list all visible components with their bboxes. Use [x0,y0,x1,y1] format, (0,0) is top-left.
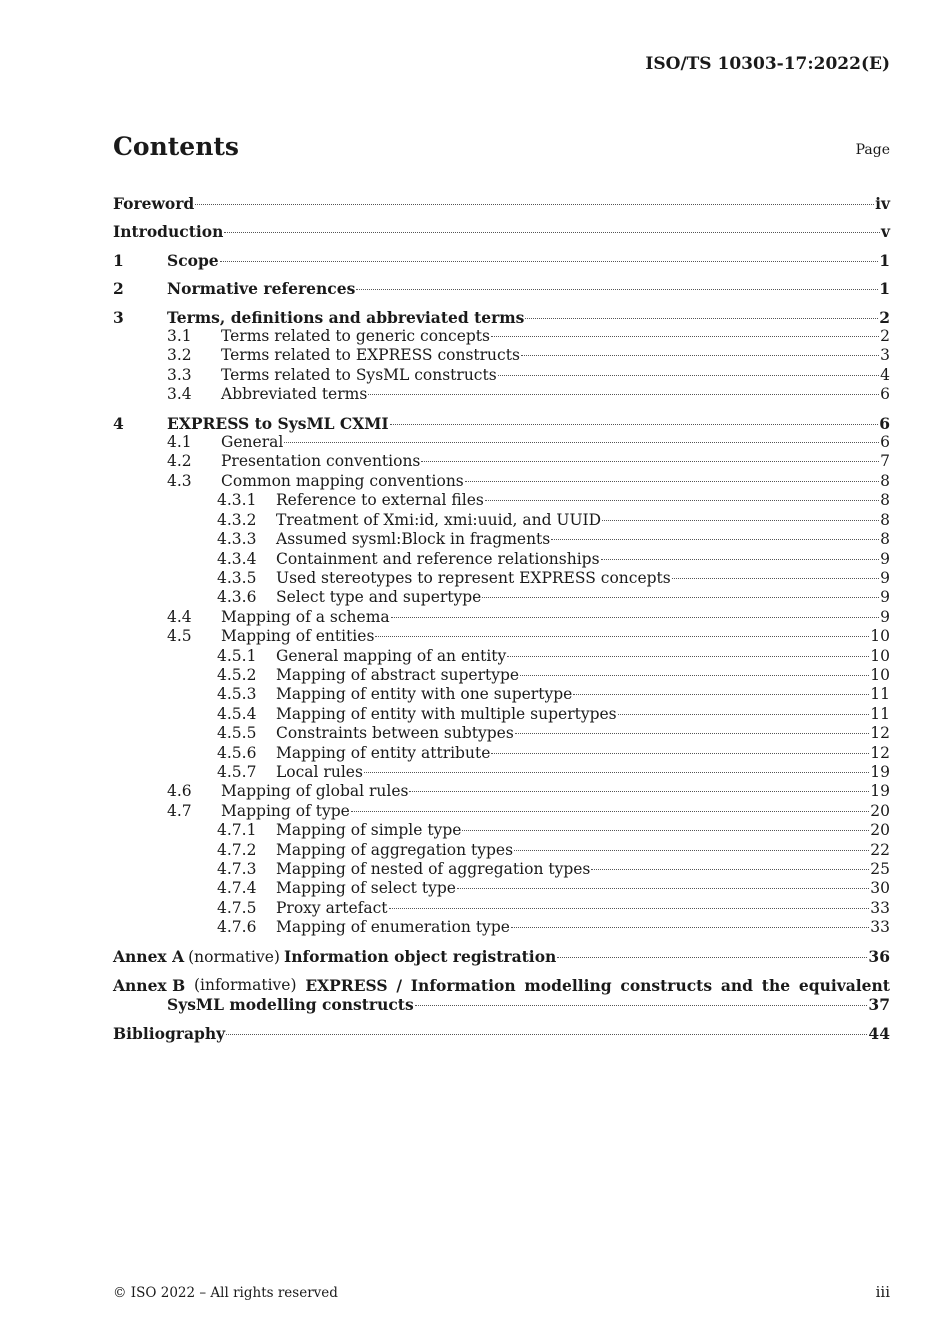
toc-entry-page: 6 [880,433,890,452]
toc-entry-title: Mapping of type [221,801,350,820]
toc-entry-title: Treatment of Xmi:id, xmi:uuid, and UUID [276,510,602,529]
toc-entry-page: 2 [880,327,890,346]
toc-entry-page: 12 [870,743,890,762]
dot-leader [457,888,869,889]
toc-entry-number: 4.5.4 [217,704,257,723]
dot-leader [491,336,879,337]
dot-leader [520,675,869,676]
toc-entry-clause[interactable] [113,279,890,298]
toc-entry-title: Select type and supertype [276,588,482,607]
dot-leader [551,539,879,540]
dot-leader [224,232,880,233]
dot-leader [421,461,879,462]
toc-entry-number: 4.7.3 [217,860,257,878]
toc-entry-number: 4.5.7 [217,762,257,781]
toc-entry-page: 6 [880,385,890,404]
toc-entry-page: 44 [868,1023,890,1043]
toc-entry-page: 25 [870,860,890,878]
dot-leader [485,500,879,501]
dot-leader [521,355,879,356]
dot-leader [364,772,869,773]
toc-entry-subsubclause[interactable] [113,841,890,860]
toc-entry-page: 4 [880,365,890,384]
toc-entry-subsubclause[interactable] [113,530,890,549]
dot-leader [409,791,869,792]
dot-leader [601,559,880,560]
toc-entry-title: Information object registration [283,946,557,966]
toc-entry-page: 7 [880,452,890,471]
toc-entry-title: Presentation conventions [221,452,421,471]
toc-entry-number: 4.4 [167,607,192,626]
dot-leader [391,617,879,618]
dot-leader [465,481,879,482]
toc-entry-title: Mapping of nested of aggregation types [276,860,591,878]
dot-leader [356,289,878,290]
toc-entry-number: 4.3.1 [217,491,257,510]
toc-entry-number: 4 [113,413,124,433]
toc-entry-page: 1 [879,250,890,270]
toc-entry-title: Mapping of aggregation types [276,840,514,859]
toc-entry-title: Mapping of entity with one supertype [276,685,573,704]
toc-entry-title: Mapping of entities [221,627,375,646]
dot-leader [557,957,867,958]
toc-entry-subclause[interactable] [113,433,890,452]
toc-entry-number: 4.3.6 [217,588,257,607]
toc-entry-number: 4.5.5 [217,724,257,743]
annex-b-first-line [113,976,890,995]
toc-entry-page: 8 [880,471,890,490]
toc-entry-title: Assumed sysml:Block in fragments [276,530,551,549]
toc-entry-subsubclause[interactable] [113,860,890,879]
toc-entry-page: 10 [870,627,890,646]
toc-entry-title: Bibliography [113,1023,226,1043]
toc-entry-subsubclause[interactable] [113,588,890,607]
page-title: Contents [113,132,240,161]
toc-entry-subclause[interactable] [113,472,890,491]
toc-entry-title: Foreword [113,194,195,213]
toc-entry-subclause[interactable] [113,366,890,385]
toc-entry-page: 10 [870,665,890,684]
dot-leader [573,694,869,695]
toc-entry-page: v [880,222,890,242]
dot-leader [226,1034,867,1035]
toc-entry-title: Mapping of enumeration type [276,918,510,937]
dot-leader [618,714,870,715]
toc-entry-subsubclause[interactable] [113,685,890,704]
toc-entry-clause[interactable] [113,251,890,270]
toc-entry-title: Mapping of entity with multiple supertypes [276,704,617,723]
dot-leader [462,830,869,831]
dot-leader [515,733,869,734]
toc-entry-back[interactable] [113,1024,890,1043]
toc-entry-title: General [221,433,284,452]
toc-entry-subsubclause[interactable] [113,724,890,743]
toc-entry-title: EXPRESS to SysML CXMI [167,413,389,433]
toc-entry-number: 4.7.1 [217,821,257,840]
dot-leader [514,850,869,851]
toc-entry-title: Terms related to SysML constructs [221,365,497,384]
toc-entry-number: 3.3 [167,365,192,384]
toc-entry-subsubclause[interactable] [113,569,890,588]
toc-entry-number: 4.3.4 [217,549,257,568]
annex-title-word: constructs [620,976,713,996]
annex-label: Annex B [113,976,186,996]
toc-entry-title: Abbreviated terms [221,385,368,404]
annex-title-word: the [761,976,791,996]
toc-entry-title: SysML modelling constructs [167,995,414,1015]
toc-entry-number: 4.2 [167,452,192,471]
dot-leader [368,394,879,395]
annex-title-word: Information [410,976,516,996]
toc-entry-title: Reference to external files [276,491,484,510]
annex-label: Annex A [113,946,185,966]
toc-entry-title: Mapping of simple type [276,821,462,840]
toc-entry-number: 4.6 [167,782,192,801]
toc-entry-page: 33 [870,898,890,917]
toc-entry-number: 4.7.5 [217,898,257,917]
toc-entry-title: Mapping of abstract supertype [276,665,520,684]
toc-entry-number: 3.2 [167,346,192,365]
dot-leader [220,261,879,262]
toc-entry-subsubclause[interactable] [113,550,890,569]
toc-entry-page: 9 [880,588,890,607]
dot-leader [482,597,879,598]
toc-entry-subclause[interactable] [113,627,890,646]
toc-entry-subsubclause[interactable] [113,647,890,666]
toc-entry-page: 33 [870,918,890,937]
toc-entry-page: 9 [880,607,890,626]
toc-entry-page: 9 [880,568,890,587]
dot-leader [390,424,879,425]
dot-leader [491,753,869,754]
dot-leader [511,927,869,928]
toc-entry-number: 4.3.2 [217,510,257,529]
toc-entry-page: 2 [879,307,890,327]
dot-leader [498,375,879,376]
toc-entry-page: 8 [880,530,890,549]
toc-entry-subclause[interactable] [113,608,890,627]
toc-entry-title: General mapping of an entity [276,646,507,665]
toc-entry-number: 4.3.5 [217,568,257,587]
toc-entry-page: 11 [870,704,890,723]
toc-entry-page: 19 [870,762,890,781]
annex-b-continuation [113,995,890,1014]
toc-entry-clause[interactable] [113,414,890,433]
page-number: iii [875,1283,890,1301]
toc-entry-page: 20 [870,821,890,840]
toc-entry-title: Local rules [276,762,363,781]
toc-entry-number: 1 [113,250,124,270]
toc-entry-number: 3.1 [167,327,192,346]
toc-entry-number: 4.3 [167,471,192,490]
toc-entry-title: Terms, definitions and abbreviated terms [167,307,525,327]
toc-entry-page: 19 [870,782,890,801]
dot-leader [389,908,870,909]
dot-leader [284,442,879,443]
toc-entry-page: 10 [870,646,890,665]
table-of-contents [113,185,890,1043]
toc-entry-subsubclause[interactable] [113,821,890,840]
toc-entry-clause[interactable] [113,308,890,327]
toc-entry-number: 4.5.6 [217,743,257,762]
toc-entry-title: Terms related to generic concepts [221,327,490,346]
dot-leader [415,1005,868,1006]
toc-entry-number: 4.5.1 [217,646,257,665]
toc-entry-subsubclause[interactable] [113,511,890,530]
toc-entry-subsubclause[interactable] [113,918,890,937]
toc-entry-title: Proxy artefact [276,898,388,917]
annex-title-word: equivalent [798,976,890,996]
toc-entry-title: Mapping of a schema [221,607,390,626]
toc-entry-subclause[interactable] [113,346,890,365]
toc-entry-subclause[interactable] [113,385,890,404]
toc-entry-number: 4.7 [167,801,192,820]
toc-entry-page: 30 [870,879,890,898]
toc-entry-number: 4.5.3 [217,685,257,704]
toc-entry-subsubclause[interactable] [113,666,890,685]
toc-entry-subsubclause[interactable] [113,899,890,918]
dot-leader [375,636,869,637]
toc-entry-title: Mapping of global rules [221,782,409,801]
toc-entry-title: Constraints between subtypes [276,724,514,743]
toc-entry-subsubclause[interactable] [113,744,890,763]
toc-entry-title: Common mapping conventions [221,471,464,490]
dot-leader [602,520,879,521]
document-identifier: ISO/TS 10303-17:2022(E) [645,54,890,74]
annex-title-word: EXPRESS [305,976,388,996]
toc-entry-title: Used stereotypes to represent EXPRESS concepts [276,568,671,587]
toc-entry-title: Normative references [167,279,356,299]
dot-leader [507,656,869,657]
toc-entry-page: iv [875,194,890,213]
toc-entry-front[interactable] [113,222,890,241]
toc-entry-page: 11 [870,685,890,704]
toc-entry-page: 8 [880,510,890,529]
toc-entry-annex-a[interactable] [113,947,890,967]
toc-entry-title: Introduction [113,222,224,242]
toc-entry-number: 4.3.3 [217,530,257,549]
toc-entry-number: 4.7.6 [217,918,257,937]
toc-entry-page: 9 [880,549,890,568]
toc-entry-annex-b[interactable] [113,976,890,1015]
toc-entry-title: Scope [167,250,219,270]
toc-entry-page: 36 [868,946,890,966]
annex-title-word: modelling [524,976,612,996]
toc-entry-title: Mapping of select type [276,879,456,898]
toc-entry-subsubclause[interactable] [113,705,890,724]
toc-entry-number: 3.4 [167,385,192,404]
toc-entry-subsubclause[interactable] [113,879,890,898]
copyright-notice: © ISO 2022 – All rights reserved [113,1285,338,1301]
toc-entry-subsubclause[interactable] [113,491,890,510]
toc-entry-title: Terms related to EXPRESS constructs [221,346,520,365]
dot-leader [591,869,869,870]
page-column-label: Page [855,142,890,158]
toc-entry-number: 4.7.4 [217,879,257,898]
toc-entry-page: 1 [879,279,890,299]
annex-title-word: / [396,976,403,996]
toc-entry-subclause[interactable] [113,802,890,821]
toc-entry-number: 4.1 [167,433,192,452]
toc-entry-title: Mapping of entity attribute [276,743,491,762]
toc-entry-page: 12 [870,724,890,743]
toc-entry-front[interactable] [113,194,890,213]
toc-entry-page: 37 [868,995,890,1015]
toc-entry-page: 22 [870,840,890,859]
annex-nature: (normative) [188,947,280,966]
toc-entry-number: 2 [113,279,124,299]
annex-nature: (informative) [193,976,297,995]
dot-leader [351,811,869,812]
toc-entry-number: 4.5.2 [217,665,257,684]
toc-entry-page: 20 [870,801,890,820]
toc-entry-number: 4.5 [167,627,192,646]
toc-entry-subclause[interactable] [113,452,890,471]
dot-leader [672,578,879,579]
dot-leader [195,204,874,205]
toc-entry-subclause[interactable] [113,327,890,346]
toc-entry-title: Containment and reference relationships [276,549,600,568]
toc-entry-number: 3 [113,307,124,327]
toc-entry-subclause[interactable] [113,782,890,801]
toc-entry-page: 6 [879,413,890,433]
dot-leader [525,318,878,319]
annex-title-word: and [720,976,754,996]
toc-entry-subsubclause[interactable] [113,763,890,782]
toc-entry-page: 8 [880,491,890,510]
toc-entry-number: 4.7.2 [217,840,257,859]
toc-entry-page: 3 [880,346,890,365]
